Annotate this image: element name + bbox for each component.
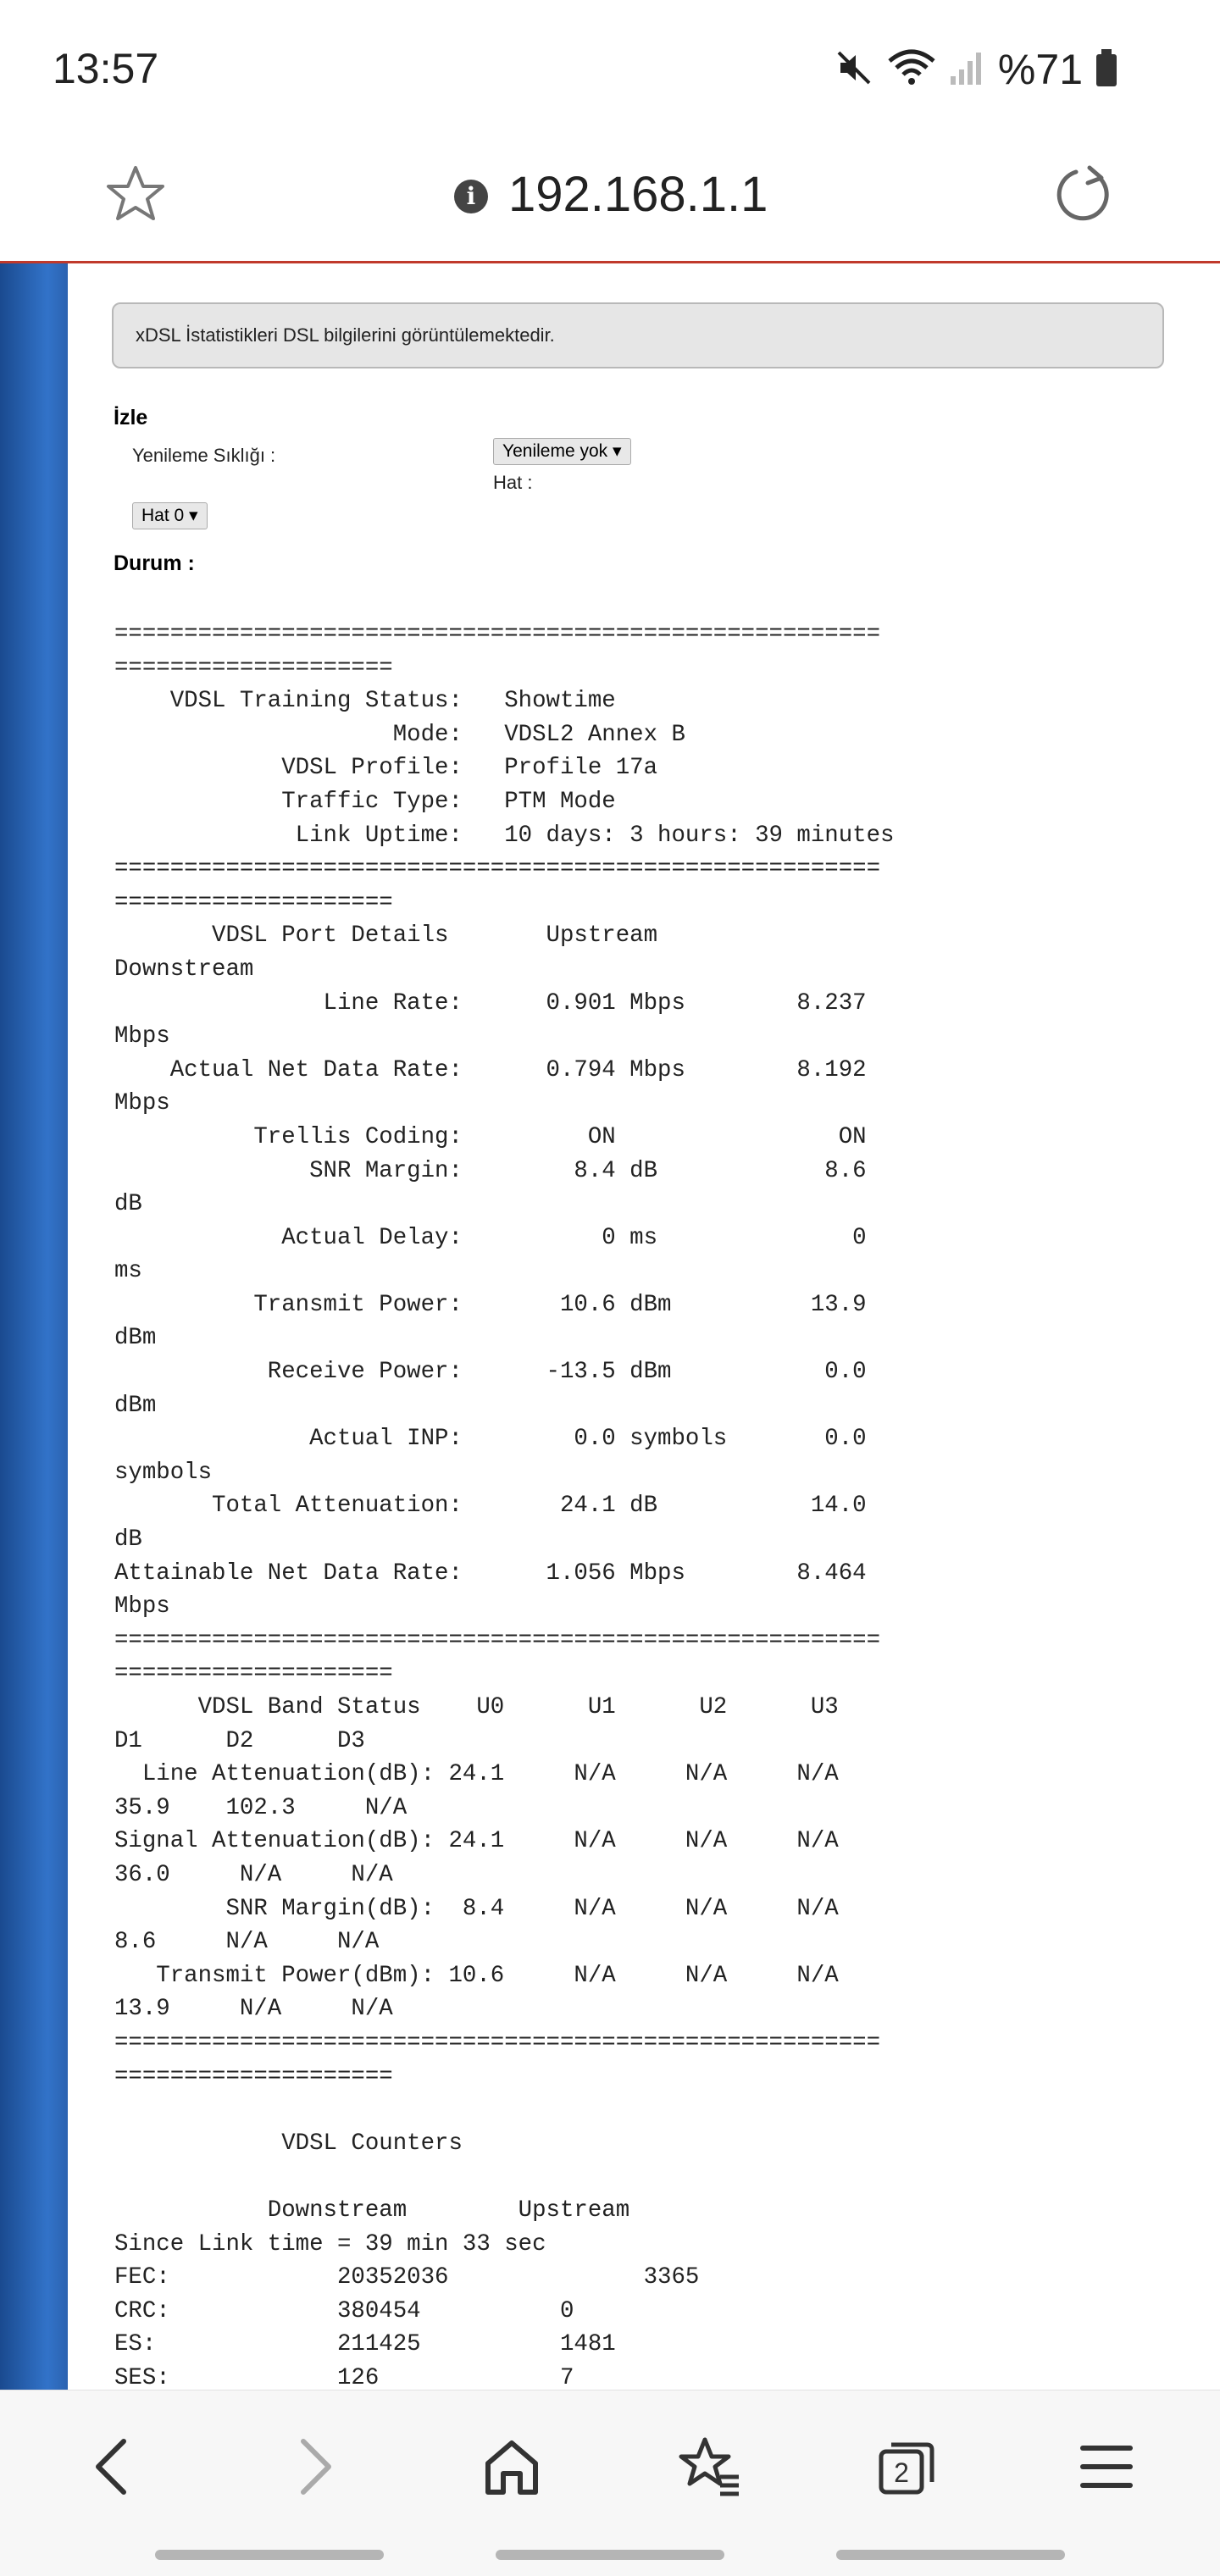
tab-count: 2 — [894, 2457, 909, 2488]
status-icons — [834, 44, 1118, 95]
url-field[interactable]: 192.168.1.1 — [508, 167, 768, 222]
bookmarks-icon — [676, 2433, 744, 2501]
home-icon — [478, 2433, 546, 2501]
info-message: xDSL İstatistikleri DSL bilgilerini görüntülemektedir. — [136, 324, 555, 346]
menu-icon — [1073, 2433, 1140, 2501]
tabs-icon — [873, 2433, 940, 2501]
router-sidebar-strip — [0, 263, 68, 2390]
site-info-icon[interactable]: i — [454, 180, 488, 213]
forward-button[interactable] — [273, 2424, 358, 2509]
browser-bottom-nav — [0, 2390, 1220, 2576]
reload-icon — [1051, 161, 1118, 229]
status-label: Durum : — [114, 551, 195, 575]
bookmarks-button[interactable] — [668, 2424, 752, 2509]
wifi-icon — [886, 47, 937, 92]
line-value: Hat 0 — [141, 506, 185, 525]
battery-icon — [1095, 47, 1118, 92]
home-button[interactable] — [469, 2424, 554, 2509]
star-icon — [102, 161, 169, 229]
status-bar — [0, 0, 1220, 136]
browser-toolbar — [0, 136, 1220, 263]
refresh-rate-value: Yenileme yok — [502, 441, 608, 461]
refresh-rate-select[interactable] — [493, 438, 631, 465]
gesture-bar-center[interactable] — [496, 2550, 724, 2560]
tabs-button[interactable] — [864, 2424, 949, 2509]
mute-icon — [834, 47, 874, 92]
battery-percent: %71 — [997, 46, 1083, 93]
back-button[interactable] — [69, 2424, 154, 2509]
menu-button[interactable] — [1064, 2424, 1149, 2509]
signal-icon — [949, 47, 986, 92]
forward-icon — [290, 2433, 341, 2501]
router-page-content — [68, 263, 1220, 2390]
gesture-bar-right[interactable] — [836, 2550, 1065, 2560]
gesture-bar-left[interactable] — [155, 2550, 384, 2560]
dsl-status-report: ======================================================= ==================== VDSL Training Status: Showtime Mode: VDSL2 Annex B VDSL Profile: Profile 17a Traffic Type: PTM Mode Link Uptime: 10 days: 3 hours: 39 minutes ======================================================= ==================== VDSL Port Details Upstream Downstream Line Rate: 0.901 Mbps 8.237 Mbps Actual Net Data Rate: 0.794 Mbps 8.192 Mbps Trellis Coding: ON ON SNR Margin: 8.4 dB 8.6 dB Actual Delay: 0 ms 0 ms Transmit Power: 10.6 dBm 13.9 dBm Receive Power: -13.5 dBm 0.0 dBm Actual INP: 0.0 symbols 0.0 symbols Total Attenuation: 24.1 dB 14.0 dB Attainable Net Data Rate: 1.056 Mbps 8.464 Mbps ======================================================= ==================== VDSL Band Status U0 U1 U2 U3 D1 D2 D3 Line Attenuation(dB): 24.1 N/A N/A N/A 35.9 102.3 N/A Signal Attenuation(dB): 24.1 N/A N/A N/A 36.0 N/A N/A SNR Margin(dB): 8.4 N/A N/A N/A 8.6 N/A N/A Transmit Power(dBm): 10.6 N/A N/A N/A 13.9 N/A N/A ======================================================= ==================== VDSL Counters Downstream Upstream Since Link time = 39 min 33 sec FEC: 20352036 3365 CRC: 380454 0 ES: 211425 1481 SES: 126 7 — [114, 621, 895, 2390]
monitor-title: İzle — [114, 406, 148, 429]
line-select[interactable] — [132, 502, 208, 529]
chevron-down-icon: ▾ — [189, 506, 198, 525]
reload-button[interactable] — [1051, 161, 1118, 233]
bookmark-star-button[interactable] — [102, 161, 169, 233]
back-icon — [86, 2433, 137, 2501]
chevron-down-icon: ▾ — [612, 441, 622, 461]
refresh-rate-label: Yenileme Sıklığı : — [132, 445, 276, 466]
line-label: Hat : — [493, 472, 533, 493]
status-time: 13:57 — [53, 45, 159, 92]
info-message-box — [112, 302, 1164, 368]
